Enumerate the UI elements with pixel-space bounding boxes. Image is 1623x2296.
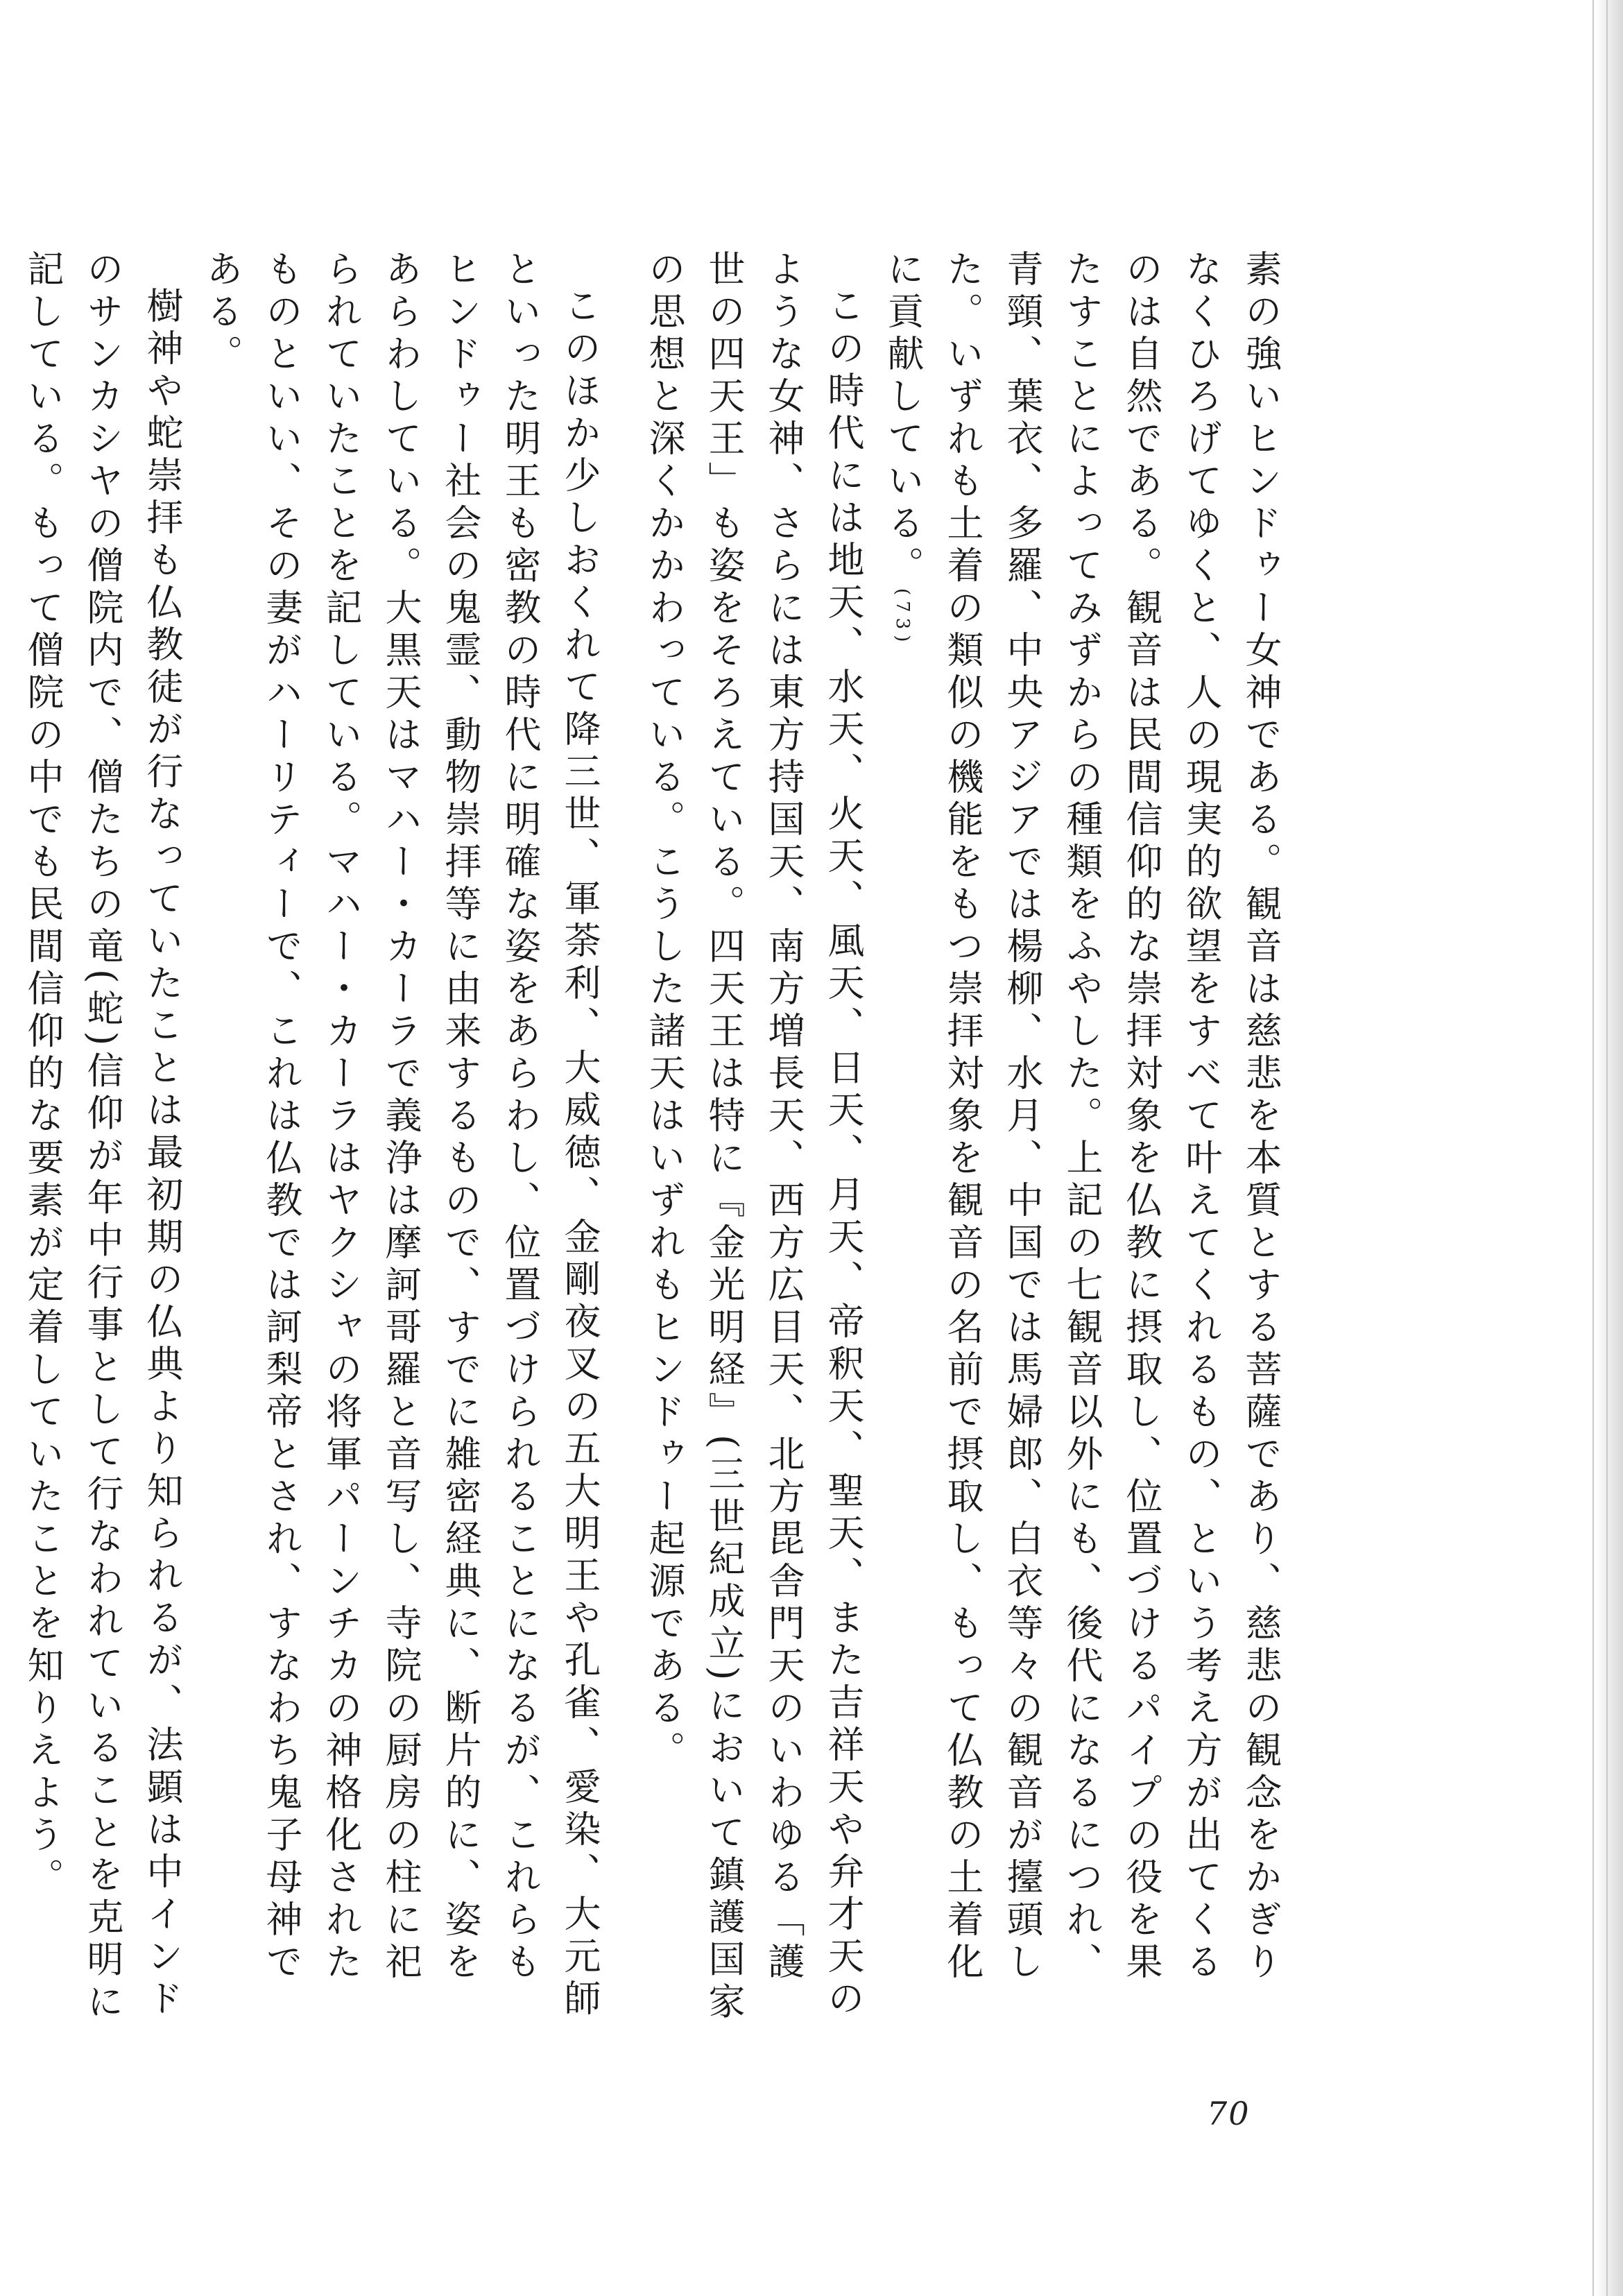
paragraph-2: この時代には地天、水天、火天、風天、日天、月天、帝釈天、聖天、また吉祥天や弁才天のような女神、さらには東方持国天、南方増長天、西方広目天、北方毘舎門天のいわゆる「護世の四天王」も姿をそろえている。四天王は特に『金光明経』(三世紀成立)において鎮護国家の思想と深くかかわっている。こうした諸天はいずれもヒンドゥー起源である。: [643, 250, 864, 2025]
scan-edge-shadow: [1595, 0, 1623, 2296]
body-text: [22, 250, 1290, 2025]
scan-edge-line: [1592, 0, 1594, 2296]
paragraph-4: 樹神や蛇崇拝も仏教徒が行なっていたことは最初期の仏典より知られるが、法顕は中インドのサンカシヤの僧院内で、僧たちの竜(蛇)信仰が年中行事として行なわれていることを克明に記している。もって僧院の中でも民間信仰的な要素が定着していたことを知りえよう。: [22, 250, 183, 2025]
paragraph-3: このほか少しおくれて降三世、軍荼利、大威徳、金剛夜叉の五大明王や孔雀、愛染、大元師といった明王も密教の時代に明確な姿をあらわし、位置づけられることになるが、これらもヒンドゥー社会の鬼霊、動物崇拝等に由来するもので、すでに雑密経典に、断片的に、姿をあらわしている。大黒天はマハー・カーラで義浄は摩訶哥羅と音写し、寺院の厨房の柱に祀られていたことを記している。マハー・カーラはヤクシャの将軍パーンチカの神格化されたものといい、その妻がハーリティーで、これは仏教では訶梨帝とされ、すなわち鬼子母神である。: [200, 250, 601, 2021]
paragraph-1: [873, 250, 1290, 2025]
page-number: 70: [1207, 2095, 1251, 2132]
scan-edge-line: [1606, 0, 1608, 2296]
paragraph-1-text: 素の強いヒンドゥー女神である。観音は慈悲を本質とする菩薩であり、慈悲の観念をかぎりなくひろげてゆくと、人の現実的欲望をすべて叶えてくれるもの、という考え方が出てくるのは自然である。観音は民間信仰的な崇拝対象を仏教に摂取し、位置づけるパイプの役を果たすことによってみずからの種類をふやした。上記の七観音以外にも、後代になるにつれ、青頸、葉衣、多羅、中央アジアでは楊柳、水月、中国では馬婦郎、白衣等々の観音が擡頭した。いずれも土着の類似の機能をもつ崇拝対象を観音の名前で摂取し、もって仏教の土着化に貢献している。: [882, 250, 1282, 1985]
footnote-reference: (73): [892, 588, 913, 648]
